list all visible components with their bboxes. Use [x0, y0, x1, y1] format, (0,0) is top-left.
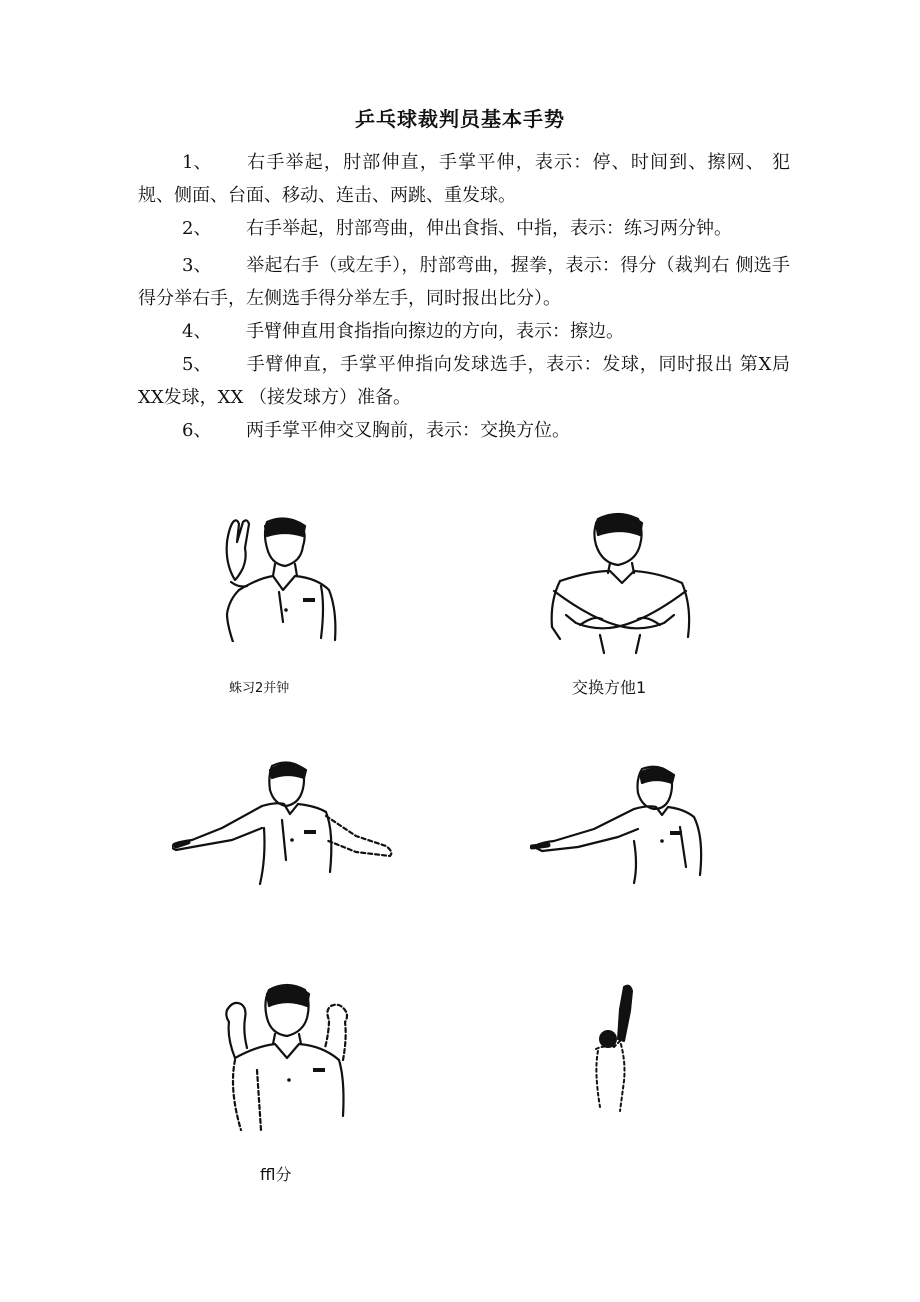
document-title: 乒乓球裁判员基本手势: [355, 107, 565, 131]
item-number: 5、: [182, 354, 212, 375]
item-number: 3、: [182, 255, 212, 276]
item-text: 右手举起，肘部弯曲，伸出食指、中指，表示：练习两分钟。: [246, 218, 732, 239]
referee-pointing-figure: [530, 763, 710, 888]
referee-two-fingers-figure: [205, 512, 355, 642]
item-text: 两手掌平伸交叉胸前，表示：交换方位。: [246, 420, 570, 441]
list-item: [138, 348, 790, 414]
item-text: 右手举起，肘部伸直，手掌平伸，表示：停、时间到、擦网、 犯规、侧面、台面、移动、连击、两跳、重发球。: [138, 152, 790, 206]
gesture-list: [138, 146, 790, 447]
item-number: 2、: [182, 218, 212, 239]
referee-arms-outstretched-figure: [172, 758, 402, 888]
referee-crossed-arms-figure: [540, 507, 700, 657]
referee-arm-raised-figure: [588, 983, 638, 1118]
list-item: [138, 315, 790, 348]
item-number: 1、: [182, 152, 212, 173]
figure-caption: 交换方他1: [572, 678, 647, 697]
item-text: 手臂伸直用食指指向擦边的方向，表示：擦边。: [246, 321, 624, 342]
item-number: 6、: [182, 420, 212, 441]
referee-fists-raised-figure: [205, 980, 365, 1140]
list-item: [138, 146, 790, 212]
list-item: [138, 212, 790, 245]
figure-caption: ffl分: [260, 1165, 292, 1184]
figure-caption: 蛛习2并钟: [229, 681, 290, 696]
list-item: [138, 249, 790, 315]
list-item: [138, 414, 790, 447]
item-text: 手臂伸直，手掌平伸指向发球选手，表示：发球，同时报出 第X局XX发球，XX （接发球方）准备。: [138, 354, 790, 408]
item-number: 4、: [182, 321, 212, 342]
item-text: 举起右手（或左手），肘部弯曲，握拳，表示：得分（裁判右 侧选手得分举右手，左侧选手得分举左手，同时报出比分）。: [138, 255, 790, 309]
